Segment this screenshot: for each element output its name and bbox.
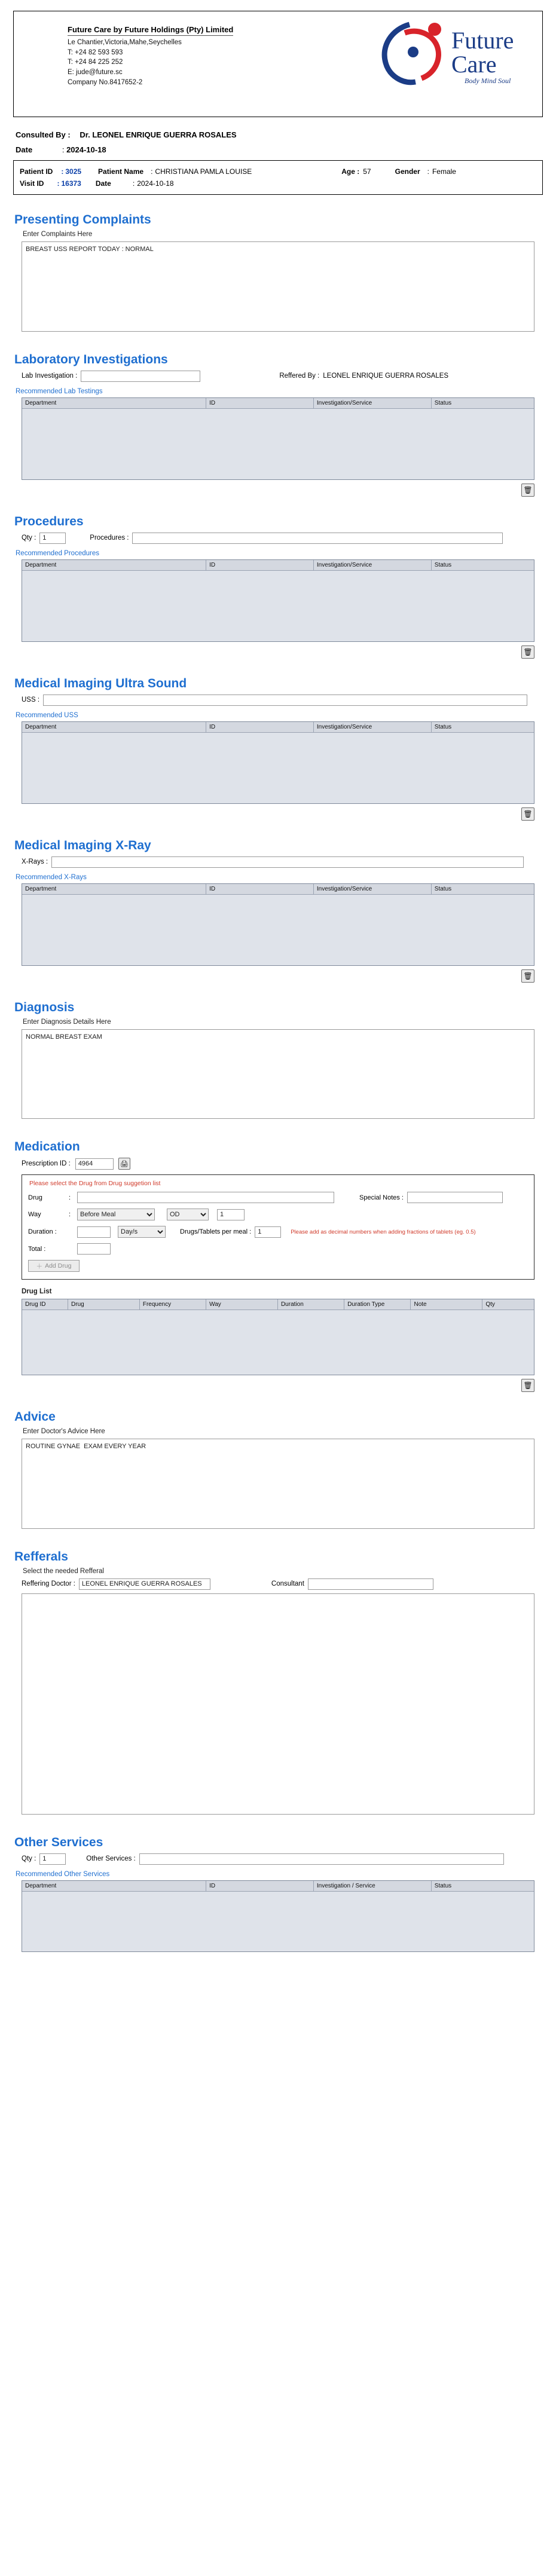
drug-label: Drug: [28, 1194, 42, 1201]
referring-doctor-input[interactable]: [79, 1578, 210, 1590]
referrals-textarea[interactable]: [22, 1593, 534, 1815]
drug-list-grid: [22, 1299, 534, 1375]
drug-list-actions-row: [13, 1375, 543, 1392]
letterhead-text-block: [20, 16, 233, 87]
other-services-grid: [22, 1880, 534, 1952]
section-heading-medical-imaging-xray: Medical Imaging X-Ray: [14, 838, 151, 852]
drug-col-note: Note: [411, 1299, 482, 1310]
patient-name-label: Patient Name: [98, 167, 144, 176]
other-services-col-id: ID: [206, 1881, 314, 1891]
uss-field-label: USS :: [22, 696, 40, 704]
company-contact-block: [68, 38, 233, 87]
company-name: Future Care by Future Holdings (Pty) Limited: [68, 25, 234, 34]
patient-gender-colon: :: [427, 167, 429, 176]
xray-field-label: X-Rays :: [22, 858, 48, 866]
add-drug-button-label: Add Drug: [45, 1262, 72, 1270]
procedures-actions-row: [13, 642, 543, 659]
other-services-grid-header: [22, 1881, 534, 1892]
xray-col-id: ID: [206, 884, 314, 894]
uss-grid-body[interactable]: [22, 733, 534, 803]
drug-col-id: Drug ID: [22, 1299, 68, 1310]
add-drug-button[interactable]: [28, 1260, 80, 1272]
procedures-field-label: Procedures :: [90, 534, 129, 542]
uss-col-status: Status: [434, 723, 452, 730]
patient-id-label: Patient ID: [20, 167, 53, 176]
lab-col-department: Department: [22, 398, 206, 408]
xray-delete-icon[interactable]: 🗑: [521, 969, 534, 983]
diagnosis-textarea[interactable]: [22, 1029, 534, 1119]
patient-age-value: 57: [363, 167, 371, 176]
visit-id-colon: :: [57, 179, 60, 188]
procedures-grid-body[interactable]: [22, 571, 534, 641]
drug-list-label: Drug List: [22, 1288, 52, 1296]
procedures-qty-input[interactable]: [39, 533, 66, 544]
uss-col-investigation: Investigation/Service: [314, 722, 432, 732]
patient-gender-label: Gender: [395, 167, 420, 176]
other-services-recommended-label: Recommended Other Services: [16, 1870, 110, 1878]
xray-actions-row: [13, 966, 543, 983]
drug-col-drug: Drug: [68, 1299, 140, 1310]
xray-grid: [22, 883, 534, 966]
procedures-col-department: Department: [22, 560, 206, 570]
other-services-field-label: Other Services :: [86, 1855, 136, 1863]
consulted-by-doctor: LEONEL ENRIQUE GUERRA ROSALES: [92, 130, 237, 139]
consulted-by-label: Consulted By :: [16, 130, 71, 139]
diagnosis-sub-label: Enter Diagnosis Details Here: [23, 1018, 111, 1026]
diagnosis-input-wrap: [13, 1029, 543, 1122]
lab-grid-header: [22, 398, 534, 409]
lab-delete-icon[interactable]: 🗑: [521, 484, 534, 497]
letterhead: [13, 11, 543, 117]
section-heading-presenting-complaints: Presenting Complaints: [14, 213, 151, 227]
procedures-col-investigation: Investigation/Service: [314, 560, 432, 570]
procedures-qty-label: Qty :: [22, 534, 36, 542]
other-services-qty-label: Qty :: [22, 1855, 36, 1863]
date-value: 2024-10-18: [66, 145, 106, 154]
procedures-input[interactable]: [132, 533, 503, 544]
complaints-sub-label: Enter Complaints Here: [23, 231, 93, 238]
company-email: E: jude@future.sc: [68, 69, 123, 77]
other-services-input[interactable]: [139, 1853, 504, 1865]
way-quantity-input[interactable]: [217, 1209, 245, 1220]
xray-col-department: Department: [22, 884, 206, 894]
uss-grid-header: [22, 722, 534, 733]
other-services-col-department: Department: [22, 1881, 206, 1891]
uss-grid: [22, 721, 534, 804]
medication-entry-box: [22, 1174, 534, 1280]
other-services-grid-body[interactable]: [22, 1892, 534, 1951]
lab-investigation-label: Lab Investigation :: [22, 372, 78, 380]
visit-date-colon: :: [132, 179, 135, 188]
per-meal-label: Drugs/Tablets per meal :: [180, 1228, 252, 1236]
frequency-select[interactable]: [167, 1209, 209, 1220]
uss-col-department: Department: [22, 722, 206, 732]
drug-col-duration: Duration: [278, 1299, 344, 1310]
drug-col-qty: Qty: [485, 1301, 495, 1308]
company-tel-1: T: +24 82 593 593: [68, 48, 123, 56]
xray-recommended-label: Recommended X-Rays: [16, 873, 87, 881]
advice-input-wrap: [13, 1439, 543, 1532]
xray-grid-body[interactable]: [22, 895, 534, 965]
drug-col-way: Way: [206, 1299, 278, 1310]
drug-list-delete-icon[interactable]: 🗑: [521, 1379, 534, 1392]
total-input[interactable]: [77, 1243, 111, 1255]
date-colon: :: [62, 145, 65, 154]
consultant-input[interactable]: [308, 1578, 433, 1590]
other-services-qty-input[interactable]: [39, 1853, 66, 1865]
special-notes-input[interactable]: [407, 1192, 503, 1203]
future-care-logo-icon: [375, 20, 524, 91]
duration-row: [28, 1226, 528, 1238]
uss-delete-icon[interactable]: 🗑: [521, 807, 534, 821]
company-title: [68, 25, 233, 36]
procedures-recommended-label: Recommended Procedures: [16, 549, 99, 557]
referrals-sub-label: Select the needed Refferal: [23, 1567, 104, 1575]
svg-text:Body Mind Soul: Body Mind Soul: [465, 77, 511, 85]
drug-list-grid-body[interactable]: [22, 1310, 534, 1375]
referrals-input-row: [22, 1578, 543, 1590]
consultant-label: Consultant: [271, 1580, 304, 1588]
advice-sub-label: Enter Doctor's Advice Here: [23, 1428, 105, 1436]
visit-id-value: 16373: [61, 179, 81, 188]
uss-actions-row: [13, 804, 543, 821]
procedures-input-row: [22, 533, 543, 544]
procedures-col-status: Status: [434, 561, 452, 568]
lab-grid-body[interactable]: [22, 409, 534, 479]
company-registration-number: Company No.8417652-2: [68, 78, 143, 86]
drug-list-grid-header: [22, 1299, 534, 1310]
visit-id-label: Visit ID: [20, 179, 44, 188]
drug-col-duration-type: Duration Type: [344, 1299, 411, 1310]
lab-col-status: Status: [434, 399, 452, 406]
visit-date-value: 2024-10-18: [137, 179, 174, 188]
other-services-col-investigation: Investigation / Service: [314, 1881, 432, 1891]
lab-results-grid: [22, 397, 534, 480]
duration-type-select[interactable]: [118, 1226, 166, 1238]
section-heading-other-services: Other Services: [14, 1835, 103, 1849]
svg-text:Care: Care: [451, 51, 497, 78]
procedures-col-id: ID: [206, 560, 314, 570]
uss-recommended-label: Recommended USS: [16, 711, 78, 719]
drug-input[interactable]: [77, 1192, 334, 1203]
lab-input-row: [22, 371, 543, 382]
total-label: Total :: [28, 1245, 46, 1253]
procedures-grid: [22, 559, 534, 642]
lab-referred-by-label: Reffered By :: [279, 372, 320, 380]
xray-input-row: [22, 856, 543, 868]
section-heading-procedures: Procedures: [14, 514, 84, 528]
lab-actions-row: [13, 480, 543, 497]
company-address: Le Chantier,Victoria,Mahe,Seychelles: [68, 39, 182, 46]
way-select[interactable]: [77, 1209, 155, 1220]
complaints-input-wrap: [13, 241, 543, 335]
svg-text:Future: Future: [451, 27, 514, 54]
section-heading-laboratory-investigations: Laboratory Investigations: [14, 352, 168, 366]
consulted-by-line: [16, 130, 543, 139]
special-notes-label: Special Notes :: [359, 1194, 404, 1201]
per-meal-input[interactable]: [255, 1226, 281, 1238]
section-heading-refferals: Refferals: [14, 1549, 68, 1564]
way-label: Way: [28, 1211, 41, 1219]
referrals-notes-wrap: [13, 1593, 543, 1818]
prescription-print-icon[interactable]: 🖨: [118, 1158, 130, 1170]
patient-name-colon: :: [151, 167, 153, 176]
logo-block: [363, 16, 536, 91]
decimal-hint: Please add as decimal numbers when adding fractions of tablets (eg. 0.5): [291, 1228, 476, 1235]
patient-gender-value: Female: [432, 167, 456, 176]
prescription-id-row: [22, 1158, 543, 1170]
duration-label: Duration :: [28, 1228, 57, 1236]
drug-row: Drug : Special Notes :: [28, 1192, 528, 1203]
prescription-id-label: Prescription ID :: [22, 1160, 71, 1168]
other-services-col-status: Status: [434, 1882, 452, 1889]
complaints-textarea[interactable]: [22, 241, 534, 332]
plus-icon: ＋: [36, 1262, 43, 1270]
patient-id-colon: :: [61, 167, 64, 176]
advice-textarea[interactable]: [22, 1439, 534, 1529]
procedures-delete-icon[interactable]: 🗑: [521, 645, 534, 659]
xray-grid-header: [22, 884, 534, 895]
patient-info-row-1: [20, 166, 536, 178]
section-heading-advice: Advice: [14, 1410, 56, 1424]
visit-date-label: Date: [95, 179, 111, 188]
consulted-by-prefix: Dr.: [80, 130, 90, 139]
lab-recommended-label: Recommended Lab Testings: [16, 387, 103, 395]
xray-col-status: Status: [434, 885, 452, 892]
logo-graphic: [375, 20, 524, 91]
way-row: Way : Before Meal OD 1: [28, 1209, 528, 1220]
xray-input[interactable]: [51, 856, 524, 868]
section-heading-medical-imaging-ultra-sound: Medical Imaging Ultra Sound: [14, 676, 187, 690]
total-row: [28, 1243, 528, 1255]
prescription-id-input[interactable]: [75, 1158, 114, 1170]
uss-col-id: ID: [206, 722, 314, 732]
lab-referred-by-value: LEONEL ENRIQUE GUERRA ROSALES: [323, 372, 449, 380]
duration-input[interactable]: [77, 1226, 111, 1238]
referring-doctor-label: Reffering Doctor :: [22, 1580, 75, 1588]
section-heading-diagnosis: Diagnosis: [14, 1000, 75, 1014]
uss-input[interactable]: [43, 695, 527, 706]
drug-selection-warning: Please select the Drug from Drug suggetion list: [29, 1180, 161, 1188]
company-tel-2: T: +24 84 225 252: [68, 59, 123, 66]
patient-name-value: CHRISTIANA PAMLA LOUISE: [155, 167, 252, 176]
uss-input-row: [22, 695, 543, 706]
patient-info-box: [13, 160, 543, 195]
lab-investigation-input[interactable]: [81, 371, 200, 382]
lab-col-investigation: Investigation/Service: [314, 398, 432, 408]
other-services-input-row: [22, 1853, 543, 1865]
xray-col-investigation: Investigation/Service: [314, 884, 432, 894]
date-label: Date: [16, 145, 33, 154]
procedures-grid-header: [22, 560, 534, 571]
section-heading-medication: Medication: [14, 1140, 80, 1154]
drug-col-frequency: Frequency: [140, 1299, 206, 1310]
date-line: [16, 145, 543, 154]
lab-col-id: ID: [206, 398, 314, 408]
patient-id-value: 3025: [65, 167, 82, 176]
patient-info-row-2: [20, 178, 536, 189]
patient-age-label: Age :: [341, 167, 360, 176]
